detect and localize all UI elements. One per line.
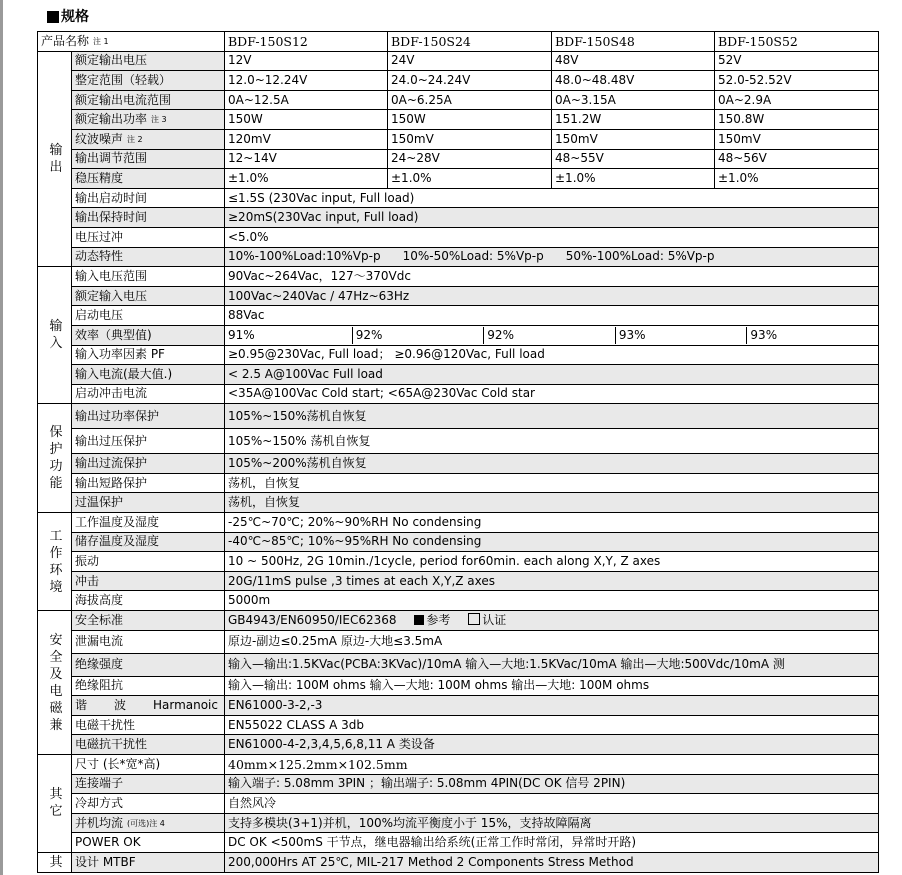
cell: ±1.0% (552, 169, 715, 189)
model-2: BDF-150S24 (388, 32, 552, 52)
table-row (38, 325, 879, 345)
row-label: 泄漏电流 (72, 630, 225, 653)
cell: 24.0~24.24V (388, 71, 552, 91)
table-row (38, 493, 879, 513)
group-char: 环 (49, 562, 63, 578)
cell: 48~56V (715, 149, 879, 169)
row-label: 输出调节范围 (72, 149, 225, 169)
cell: 输入端子: 5.08mm 3PIN ；输出端子: 5.08mm 4PIN(DC OK 信号 2PIN) (225, 774, 879, 794)
cell: 150mV (552, 129, 715, 149)
group-char: 其 (49, 787, 63, 803)
cell: 12V (225, 51, 388, 71)
row-label: 输入功率因素 PF (72, 345, 225, 365)
cell: 105%~200%荡机自恢复 (225, 454, 879, 474)
safety-standard-cell (225, 611, 879, 631)
product-name-cell (38, 32, 225, 52)
table-row (38, 833, 879, 853)
cell: 5000m (225, 591, 879, 611)
table-row (38, 571, 879, 591)
row-label: 振动 (72, 552, 225, 572)
row-label: 电磁抗干扰性 (72, 735, 225, 755)
group-output (38, 51, 72, 267)
cell: 48~55V (552, 149, 715, 169)
table-row (38, 384, 879, 404)
cell: 120mV (225, 129, 388, 149)
group-char: 及 (49, 666, 63, 682)
row-label: 储存温度及湿度 (72, 532, 225, 552)
row-label: 尺寸 (长*宽*高) (72, 755, 225, 775)
harmonic-label (72, 696, 225, 716)
cell: 48.0~48.48V (552, 71, 715, 91)
cell: <5.0% (225, 227, 879, 247)
cell: 105%~150% 荡机自恢复 (225, 429, 879, 454)
group-char: 保 (49, 425, 63, 441)
group-char: 能 (49, 476, 63, 492)
row-label: 输出保持时间 (72, 208, 225, 228)
cell: 0A~3.15A (552, 90, 715, 110)
dynamic-value: 50%-100%Load: 5%Vp-p (565, 249, 715, 264)
table-row (38, 774, 879, 794)
header-row (38, 32, 879, 52)
cell: ≥0.95@230Vac, Full load； ≥0.96@120Vac, Full load (225, 345, 879, 365)
row-label (72, 110, 225, 130)
dynamic-value: 10%-100%Load:10%Vp-p (228, 249, 381, 264)
table-row (38, 169, 879, 189)
row-label: 输出过功率保护 (72, 404, 225, 429)
row-label-text: 并机均流 (75, 815, 124, 830)
table-row (38, 715, 879, 735)
table-row (38, 188, 879, 208)
efficiency-value: 92% (352, 327, 484, 344)
group-char: 功 (49, 459, 63, 475)
row-label: 海拔高度 (72, 591, 225, 611)
cell: 输入—输出:1.5KVac(PCBA:3KVac)/10mA 输入—大地:1.5KVac/10mA 输出—大地:500Vdc/10mA 测 (225, 653, 879, 676)
group-last: 其 (38, 852, 72, 872)
cell: 荡机，自恢复 (225, 473, 879, 493)
cell: 24~28V (388, 149, 552, 169)
option-label: 参考 (426, 612, 451, 627)
efficiency-cell (225, 325, 879, 345)
harmonic-char: 谐 (75, 698, 88, 713)
row-label: 额定输入电压 (72, 286, 225, 306)
table-row (38, 473, 879, 493)
table-row (38, 247, 879, 267)
table-row (38, 591, 879, 611)
safety-standard-value: GB4943/EN60950/IEC62368 (228, 612, 397, 627)
unchecked-box-icon (468, 613, 480, 625)
group-input (38, 267, 72, 404)
group-char: 入 (49, 336, 63, 352)
row-label: 稳压精度 (72, 169, 225, 189)
table-row (38, 513, 879, 533)
table-row (38, 306, 879, 326)
row-label: 工作温度及湿度 (72, 513, 225, 533)
table-row (38, 653, 879, 676)
table-row (38, 227, 879, 247)
cell: 10 ~ 500Hz, 2G 10min./1cycle, period for60min. each along X,Y, Z axes (225, 552, 879, 572)
table-row (38, 90, 879, 110)
cell: DC OK <500mS 干节点，继电器输出给系统(正常工作时常闭，异常时开路) (225, 833, 879, 853)
row-label: 输入电压范围 (72, 267, 225, 287)
cell: 40mm×125.2mm×102.5mm (225, 755, 879, 775)
cell: 0A~2.9A (715, 90, 879, 110)
row-label (72, 129, 225, 149)
option-label: 认证 (482, 612, 507, 627)
group-protection (38, 404, 72, 513)
efficiency-value: 93% (615, 327, 747, 344)
model-4: BDF-150S52 (715, 32, 879, 52)
row-label: 启动冲击电流 (72, 384, 225, 404)
cell: 100Vac~240Vac / 47Hz~63Hz (225, 286, 879, 306)
table-row (38, 552, 879, 572)
row-label: 动态特性 (72, 247, 225, 267)
table-row (38, 267, 879, 287)
table-row (38, 532, 879, 552)
table-row (38, 365, 879, 385)
cell: ±1.0% (225, 169, 388, 189)
table-row (38, 794, 879, 814)
cell: EN55022 CLASS A 3db (225, 715, 879, 735)
table-row (38, 71, 879, 91)
cell: ±1.0% (715, 169, 879, 189)
cell: ±1.0% (388, 169, 552, 189)
efficiency-value: 92% (483, 327, 615, 344)
row-label: 额定输出电压 (72, 51, 225, 71)
harmonic-en: Harmanoic (152, 698, 218, 713)
harmonic-char: 波 (113, 698, 126, 713)
table-row (38, 735, 879, 755)
table-row (38, 696, 879, 716)
cell: 52V (715, 51, 879, 71)
cell: 200,000Hrs AT 25℃, MIL-217 Method 2 Components Stress Method (225, 852, 879, 872)
group-other (38, 755, 72, 853)
cell: 88Vac (225, 306, 879, 326)
row-label: 输出过流保护 (72, 454, 225, 474)
table-row (38, 149, 879, 169)
table-row (38, 429, 879, 454)
row-label: 安全标准 (72, 611, 225, 631)
group-char: 输 (49, 142, 63, 158)
cell: 0A~12.5A (225, 90, 388, 110)
efficiency-value: 91% (228, 327, 255, 342)
group-char: 磁 (49, 700, 63, 716)
row-label: 输出启动时间 (72, 188, 225, 208)
row-label: 启动电压 (72, 306, 225, 326)
row-label: 电磁干扰性 (72, 715, 225, 735)
cell: ≤1.5S (230Vac input, Full load) (225, 188, 879, 208)
row-label: 输入电流(最大值.) (72, 365, 225, 385)
section-heading (47, 8, 89, 26)
cell: 48V (552, 51, 715, 71)
group-char: 境 (49, 579, 63, 595)
group-char: 安 (49, 632, 63, 648)
product-name-note: 注 1 (93, 36, 109, 46)
table-row (38, 676, 879, 696)
row-label: 冲击 (72, 571, 225, 591)
row-label: 过温保护 (72, 493, 225, 513)
cell: 24V (388, 51, 552, 71)
product-name-label: 产品名称 (41, 33, 90, 48)
square-bullet-icon (47, 11, 59, 23)
cell: 20G/11mS pulse ,3 times at each X,Y,Z axes (225, 571, 879, 591)
group-char: 输 (49, 319, 63, 335)
cell: 150mV (388, 129, 552, 149)
cell: EN61000-3-2,-3 (225, 696, 879, 716)
cell: EN61000-4-2,3,4,5,6,8,11 A 类设备 (225, 735, 879, 755)
row-note: 注 2 (127, 134, 143, 144)
row-label: 整定范围（轻载） (72, 71, 225, 91)
group-char: 兼 (49, 717, 63, 733)
cell: 90Vac~264Vac，127～370Vdc (225, 267, 879, 287)
cell: 150W (225, 110, 388, 130)
row-label: 冷却方式 (72, 794, 225, 814)
row-label: 连接端子 (72, 774, 225, 794)
table-row (38, 630, 879, 653)
cell: 12~14V (225, 149, 388, 169)
cell: 荡机，自恢复 (225, 493, 879, 513)
left-edge-bar (0, 0, 3, 875)
row-label: 设计 MTBF (72, 852, 225, 872)
spec-table (37, 31, 879, 873)
cell: < 2.5 A@100Vac Full load (225, 365, 879, 385)
row-label: 额定输出电流范围 (72, 90, 225, 110)
dynamic-cell (225, 247, 879, 267)
efficiency-value: 93% (746, 327, 878, 344)
cell: -40℃~85℃; 10%~95%RH No condensing (225, 532, 879, 552)
table-row (38, 404, 879, 429)
group-safety-emc (38, 611, 72, 755)
table-row (38, 755, 879, 775)
table-row (38, 611, 879, 631)
model-1: BDF-150S12 (225, 32, 388, 52)
group-char: 它 (49, 804, 63, 820)
row-label: 输出短路保护 (72, 473, 225, 493)
table-row (38, 852, 879, 872)
group-char: 全 (49, 649, 63, 665)
row-label-text: 额定输出功率 (75, 112, 148, 127)
table-row (38, 813, 879, 833)
table-row (38, 51, 879, 71)
group-char: 电 (49, 683, 63, 699)
table-row (38, 454, 879, 474)
row-label: POWER OK (72, 833, 225, 853)
cell: 150W (388, 110, 552, 130)
cell: ≥20mS(230Vac input, Full load) (225, 208, 879, 228)
cell: <35A@100Vac Cold start; <65A@230Vac Cold star (225, 384, 879, 404)
cell: 150mV (715, 129, 879, 149)
row-label (72, 813, 225, 833)
cell: 原边-副边≤0.25mA 原边-大地≤3.5mA (225, 630, 879, 653)
row-label: 输出过压保护 (72, 429, 225, 454)
table-row (38, 286, 879, 306)
cell: 52.0-52.52V (715, 71, 879, 91)
row-label: 效率（典型值) (72, 325, 225, 345)
checked-box-icon (414, 615, 424, 625)
dynamic-value: 10%-50%Load: 5%Vp-p (402, 249, 544, 264)
cell: 0A~6.25A (388, 90, 552, 110)
row-note: 注 3 (151, 115, 167, 125)
model-3: BDF-150S48 (552, 32, 715, 52)
row-label: 电压过冲 (72, 227, 225, 247)
table-row (38, 110, 879, 130)
section-heading-text: 规格 (61, 9, 89, 25)
cell: -25℃~70℃; 20%~90%RH No condensing (225, 513, 879, 533)
row-label: 绝缘阻抗 (72, 676, 225, 696)
cell: 151.2W (552, 110, 715, 130)
table-row (38, 129, 879, 149)
cell: 12.0~12.24V (225, 71, 388, 91)
cell: 自然风冷 (225, 794, 879, 814)
group-char: 工 (49, 528, 63, 544)
row-note: (可选)注 4 (127, 818, 165, 828)
cell: 输入—输出: 100M ohms 输入—大地: 100M ohms 输出—大地: 100M ohms (225, 676, 879, 696)
cell: 105%~150%荡机自恢复 (225, 404, 879, 429)
row-label: 绝缘强度 (72, 653, 225, 676)
cell: 150.8W (715, 110, 879, 130)
table-row (38, 208, 879, 228)
group-char: 出 (49, 159, 63, 175)
cell: 支持多模块(3+1)并机，100%均流平衡度小于 15%，支持故障隔离 (225, 813, 879, 833)
table-row (38, 345, 879, 365)
group-char: 护 (49, 442, 63, 458)
row-label-text: 纹波噪声 (75, 131, 124, 146)
group-char: 作 (49, 545, 63, 561)
group-environment (38, 513, 72, 611)
